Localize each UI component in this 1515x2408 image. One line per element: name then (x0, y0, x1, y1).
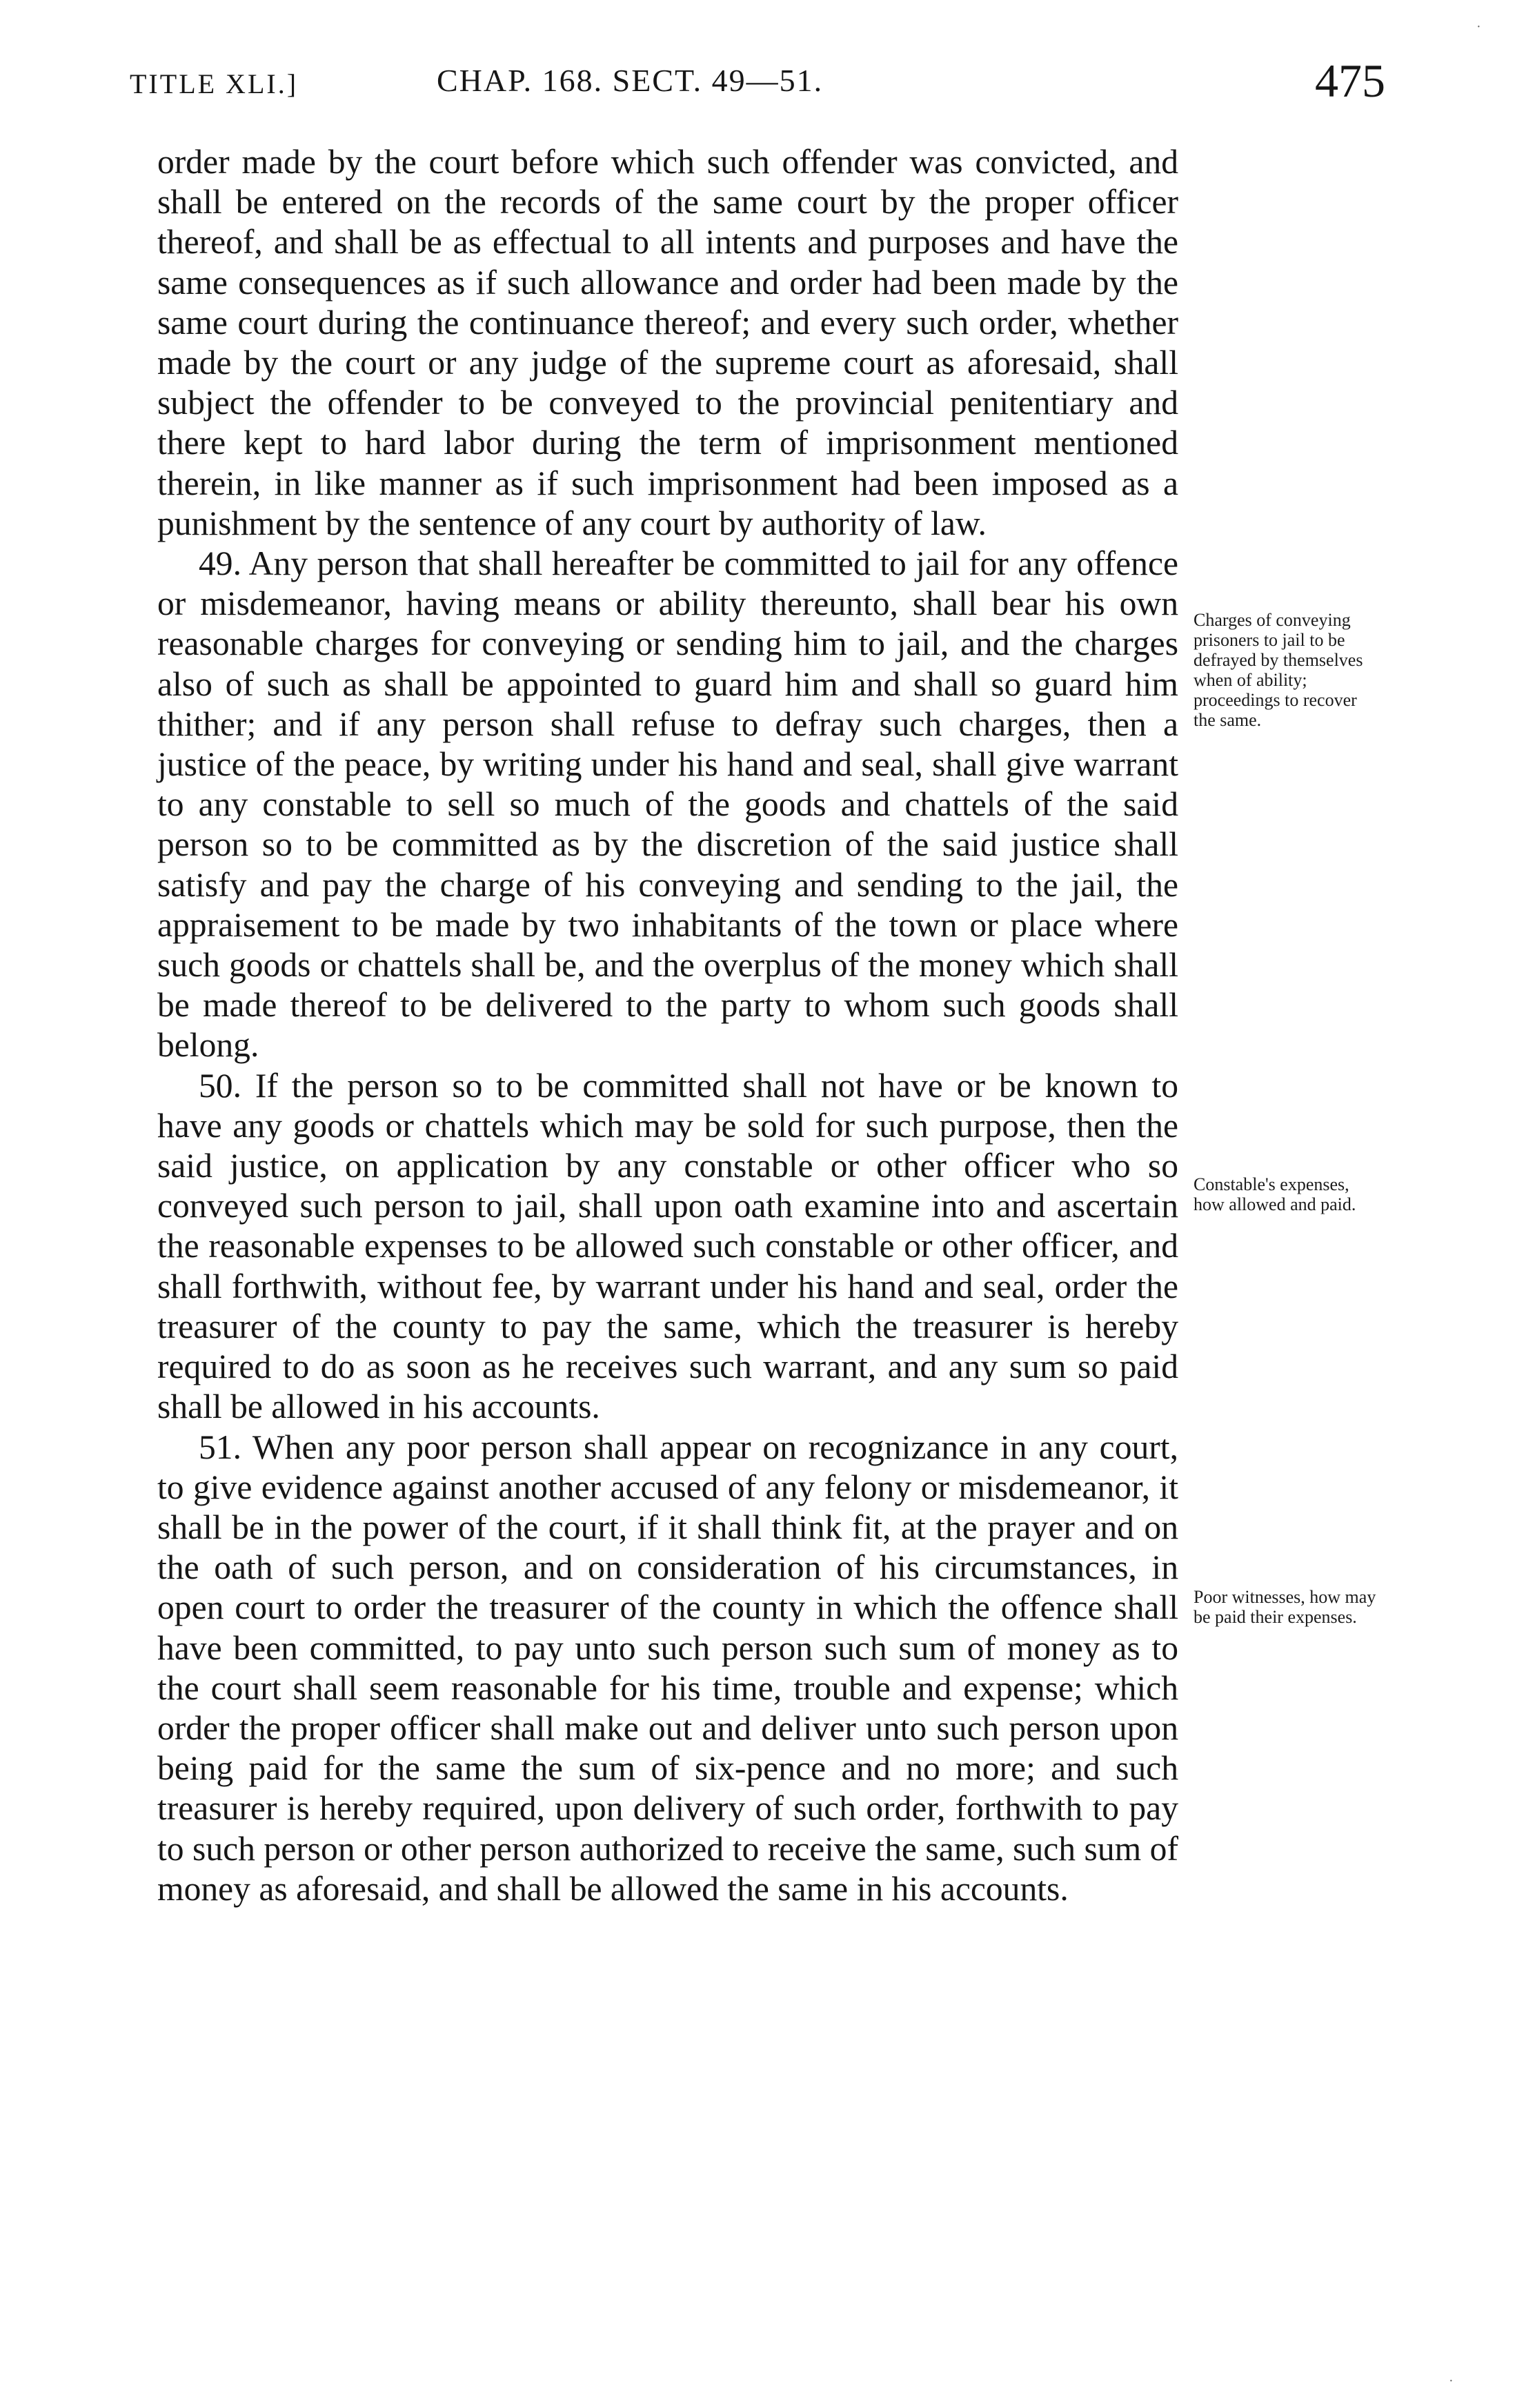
main-text-column (157, 142, 1178, 1909)
scan-speck: · (1449, 2374, 1454, 2389)
paragraph-text: Any person that shall hereafter be committed to jail for any offence or misdemeanor, having means or ability thereunto, shall bear his own reasonable charges for conveying or sending him to jail, and the charges also of such as shall be appointed to guard him and shall so guard him thither; and if any person shall refuse to defray such charges, then a justice of the peace, by writing under his hand and seal, shall give warrant to any constable to sell so much of the goods and chattels of the said person so to be committed as by the discretion of the said justice shall satisfy and pay the charge of his conveying and sending to the jail, the appraisement to be made by two inhabitants of the town or place where such goods or chattels shall be, and the overplus of the money which shall be made thereof to be delivered to the party to whom such goods shall belong. (157, 544, 1178, 1065)
section-number: 50. (199, 1066, 241, 1105)
section-49 (157, 544, 1178, 1066)
paragraph-text: If the person so to be committed shall not have or be known to have any goods or chattels which may be sold for such purpose, then the said justice, on application by any constable or other officer who so conveyed such person to jail, shall upon oath examine into and ascertain the reasonable expenses to be allowed such constable or other officer, and shall forthwith, without fee, by warrant under his hand and seal, order the treasurer of the county to pay the same, which the treasurer is hereby required to do as soon as he receives such warrant, and any sum so paid shall be allowed in his accounts. (157, 1066, 1178, 1426)
section-51 (157, 1428, 1178, 1909)
continued-paragraph (157, 142, 1178, 544)
scan-speck: · (1476, 19, 1481, 34)
header-chapter-section: CHAP. 168. SECT. 49—51. (437, 63, 824, 98)
section-number: 51. (199, 1428, 241, 1466)
margin-note-section-49: Charges of conveying prisoners to jail to be defrayed by themselves when of ability; proceedings to recover the same. (1194, 610, 1363, 730)
page-number: 475 (1315, 55, 1385, 107)
paragraph-text: order made by the court before which such offender was convicted, and shall be entered on the records of the same court by the proper officer thereof, and shall be as effectual to all intents and purposes and have the same consequences as if such allowance and order had been made by the same court during the continuance thereof; and every such order, whether made by the court or any judge of the supreme court as aforesaid, shall subject the offender to be conveyed to the provincial penitentiary and there kept to hard labor during the term of imprisonment mentioned therein, in like manner as if such imprisonment had been imposed as a punishment by the sentence of any court by authority of law. (157, 143, 1178, 542)
margin-note-section-50: Constable's expenses, how allowed and paid. (1194, 1174, 1356, 1214)
paragraph-text: When any poor person shall appear on recognizance in any court, to give evidence against another accused of any felony or misdemeanor, it shall be in the power of the court, if it shall think fit, at the prayer and on the oath of such person, and on consideration of his circumstances, in open court to order the treasurer of the county in which the offence shall have been committed, to pay unto such person such sum of money as to the court shall seem reasonable for his time, trouble and expense; which order the proper officer shall make out and deliver unto such person upon being paid for the same the sum of six-pence and no more; and such treasurer is hereby required, upon delivery of such order, forthwith to pay to such person or other person authorized to receive the same, such sum of money as aforesaid, and shall be allowed the same in his accounts. (157, 1428, 1178, 1908)
margin-note-section-51: Poor witnesses, how may be paid their expenses. (1194, 1587, 1376, 1627)
section-number: 49. (199, 544, 241, 583)
header-title: TITLE XLI.] (130, 68, 299, 99)
section-50 (157, 1066, 1178, 1428)
running-header (130, 54, 1385, 130)
